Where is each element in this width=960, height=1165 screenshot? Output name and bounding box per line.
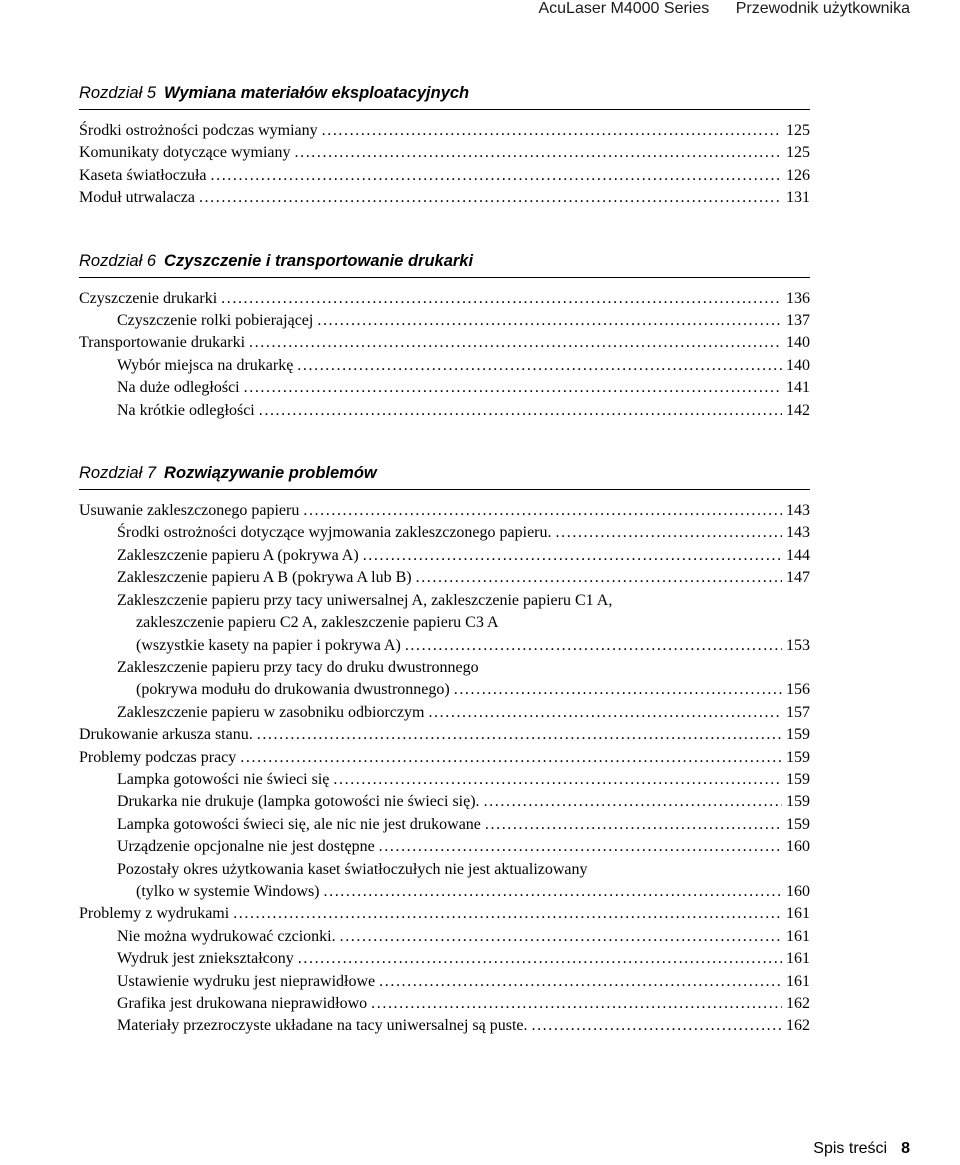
toc-entry[interactable] <box>79 724 810 746</box>
toc-entry-text: (tylko w systemie Windows) <box>136 882 320 900</box>
toc-subentry[interactable] <box>79 791 810 813</box>
toc-subentry[interactable] <box>79 814 810 836</box>
toc-entry[interactable] <box>79 288 810 310</box>
toc-entry-page: 144 <box>786 546 810 564</box>
toc-entry-page: 159 <box>786 770 810 788</box>
toc-entry-text: Problemy z wydrukami <box>79 905 230 923</box>
toc-entry-text: Lampka gotowości nie świeci się <box>117 770 330 788</box>
toc-subentry[interactable] <box>79 769 810 791</box>
toc-entry-text: Komunikaty dotyczące wymiany <box>79 144 291 162</box>
toc-entry[interactable] <box>79 500 810 522</box>
toc-entry-page: 159 <box>786 748 810 766</box>
toc-subentry[interactable] <box>79 702 810 724</box>
toc-entry-page: 143 <box>786 524 810 542</box>
toc-entry-page: 159 <box>786 793 810 811</box>
toc-entry-text: Czyszczenie drukarki <box>79 289 218 307</box>
toc-entry-page: 161 <box>786 905 810 923</box>
toc-entry-text: Moduł utrwalacza <box>79 189 195 207</box>
toc-entry-text: Nie można wydrukować czcionki. <box>117 927 336 945</box>
toc-entry-text: Transportowanie drukarki <box>79 334 246 352</box>
toc-subentry[interactable] <box>79 355 810 377</box>
toc-entry[interactable] <box>79 903 810 925</box>
toc-entry-page: 156 <box>786 681 810 699</box>
toc-entry-page: 136 <box>786 289 810 307</box>
chapter-heading <box>79 83 810 110</box>
toc-subentry[interactable] <box>79 567 810 589</box>
toc-entry-text: Zakleszczenie papieru w zasobniku odbiorczym <box>117 703 425 721</box>
toc-entry-page: 141 <box>786 379 810 397</box>
toc-subentry[interactable] <box>79 310 810 332</box>
toc-entry-text: (wszystkie kasety na papier i pokrywa A) <box>136 636 401 654</box>
chapter-number: Rozdział 6 <box>79 251 157 270</box>
toc-entry-page: 125 <box>786 122 810 139</box>
toc-subentry-line[interactable]: Zakleszczenie papieru przy tacy uniwersalnej A, zakleszczenie papieru C1 A, <box>117 591 613 609</box>
toc-entry-page: 159 <box>786 815 810 833</box>
toc-subentry[interactable] <box>79 926 810 948</box>
toc-entry-text: Czyszczenie rolki pobierającej <box>117 312 314 330</box>
chapter-6 <box>79 251 810 422</box>
toc-entry-text: Materiały przezroczyste układane na tacy uniwersalnej są puste. <box>117 1017 528 1035</box>
toc-subentry-line[interactable]: Zakleszczenie papieru przy tacy do druku dwustronnego <box>117 658 479 676</box>
toc-entry-page: 160 <box>786 838 810 856</box>
toc-entry[interactable] <box>79 332 810 354</box>
toc-entry-page: 142 <box>786 401 810 419</box>
toc-entry-page: 161 <box>786 927 810 945</box>
toc-subentry[interactable] <box>79 522 810 544</box>
toc-subentry[interactable] <box>79 1015 810 1037</box>
toc-entry-text: Drukowanie arkusza stanu. <box>79 726 253 744</box>
chapter-number: Rozdział 7 <box>79 464 157 483</box>
table-of-contents <box>79 83 810 1038</box>
toc-entry-text: Urządzenie opcjonalne nie jest dostępne <box>117 838 375 856</box>
toc-entry-page: 162 <box>786 995 810 1012</box>
toc-entry-page: 137 <box>786 312 810 330</box>
toc-subentry[interactable] <box>79 400 810 422</box>
toc-subentry[interactable] <box>79 993 810 1015</box>
toc-entry-text: Środki ostrożności podczas wymiany <box>79 122 318 139</box>
chapter-name: Wymiana materiałów eksploatacyjnych <box>164 84 470 102</box>
chapter-heading <box>79 463 810 490</box>
toc-subentry-line[interactable]: zakleszczenie papieru C2 A, zakleszczenie papieru C3 A <box>136 614 499 632</box>
toc-entry-text: Grafika jest drukowana nieprawidłowo <box>117 995 368 1012</box>
toc-entry-page: 147 <box>786 569 810 587</box>
toc-entry-text: Lampka gotowości świeci się, ale nic nie jest drukowane <box>117 815 481 833</box>
page-number: 8 <box>901 1140 910 1157</box>
page-header <box>516 0 910 18</box>
toc-entry-page: 143 <box>786 502 810 520</box>
toc-entry-text: Kaseta światłoczuła <box>79 166 207 184</box>
chapter-7 <box>79 463 810 1038</box>
toc-entry-page: 131 <box>786 189 810 207</box>
toc-entry-page: 159 <box>786 726 810 744</box>
toc-entry-text: Zakleszczenie papieru A (pokrywa A) <box>117 546 359 564</box>
toc-entry-text: Środki ostrożności dotyczące wyjmowania zakleszczonego papieru. <box>117 524 552 542</box>
toc-entry-page: 157 <box>786 703 810 721</box>
toc-subentry[interactable] <box>79 679 810 701</box>
toc-entry-page: 161 <box>786 950 810 968</box>
toc-entry-text: Na krótkie odległości <box>117 401 255 419</box>
toc-entry-page: 161 <box>786 972 810 990</box>
toc-subentry[interactable] <box>79 377 810 399</box>
footer-section: Spis treści <box>813 1140 888 1157</box>
toc-entry-page: 140 <box>786 334 810 352</box>
toc-entry-page: 140 <box>786 356 810 374</box>
toc-entry-text: Drukarka nie drukuje (lampka gotowości nie świeci się). <box>117 793 480 811</box>
toc-entry-page: 160 <box>786 882 810 900</box>
toc-entry-text: (pokrywa modułu do drukowania dwustronnego) <box>136 681 450 699</box>
chapter-heading <box>79 251 810 278</box>
toc-entry-text: Wybór miejsca na drukarkę <box>117 356 294 374</box>
toc-entry-text: Wydruk jest zniekształcony <box>117 950 294 968</box>
chapter-5 <box>79 83 810 210</box>
toc-entry-page: 162 <box>786 1017 810 1035</box>
toc-entry[interactable] <box>79 120 810 142</box>
guide-title: Przewodnik użytkownika <box>735 0 910 17</box>
toc-entry[interactable] <box>79 187 810 209</box>
toc-subentry[interactable] <box>79 948 810 970</box>
page-footer <box>813 1140 910 1158</box>
product-name: AcuLaser M4000 Series <box>538 0 710 17</box>
toc-subentry[interactable] <box>79 881 810 903</box>
toc-entry-text: Usuwanie zakleszczonego papieru <box>79 502 300 520</box>
toc-subentry[interactable] <box>79 971 810 993</box>
toc-subentry[interactable] <box>79 836 810 858</box>
toc-entry-page: 126 <box>786 166 810 184</box>
chapter-name: Czyszczenie i transportowanie drukarki <box>164 251 474 270</box>
toc-entry-text: Zakleszczenie papieru A B (pokrywa A lub B) <box>117 569 412 587</box>
toc-entry-page: 125 <box>786 144 810 162</box>
toc-subentry[interactable] <box>79 545 810 567</box>
chapter-name: Rozwiązywanie problemów <box>164 464 377 483</box>
toc-entry[interactable] <box>79 142 810 164</box>
toc-entry[interactable] <box>79 165 810 187</box>
toc-subentry[interactable] <box>79 635 810 657</box>
chapter-number: Rozdział 5 <box>79 84 157 102</box>
toc-entry-text: Problemy podczas pracy <box>79 748 237 766</box>
toc-subentry-line[interactable]: Pozostały okres użytkowania kaset światłoczułych nie jest aktualizowany <box>117 860 588 878</box>
toc-entry-page: 153 <box>786 636 810 654</box>
toc-entry-text: Ustawienie wydruku jest nieprawidłowe <box>117 972 376 990</box>
toc-entry[interactable] <box>79 747 810 769</box>
toc-entry-text: Na duże odległości <box>117 379 240 397</box>
